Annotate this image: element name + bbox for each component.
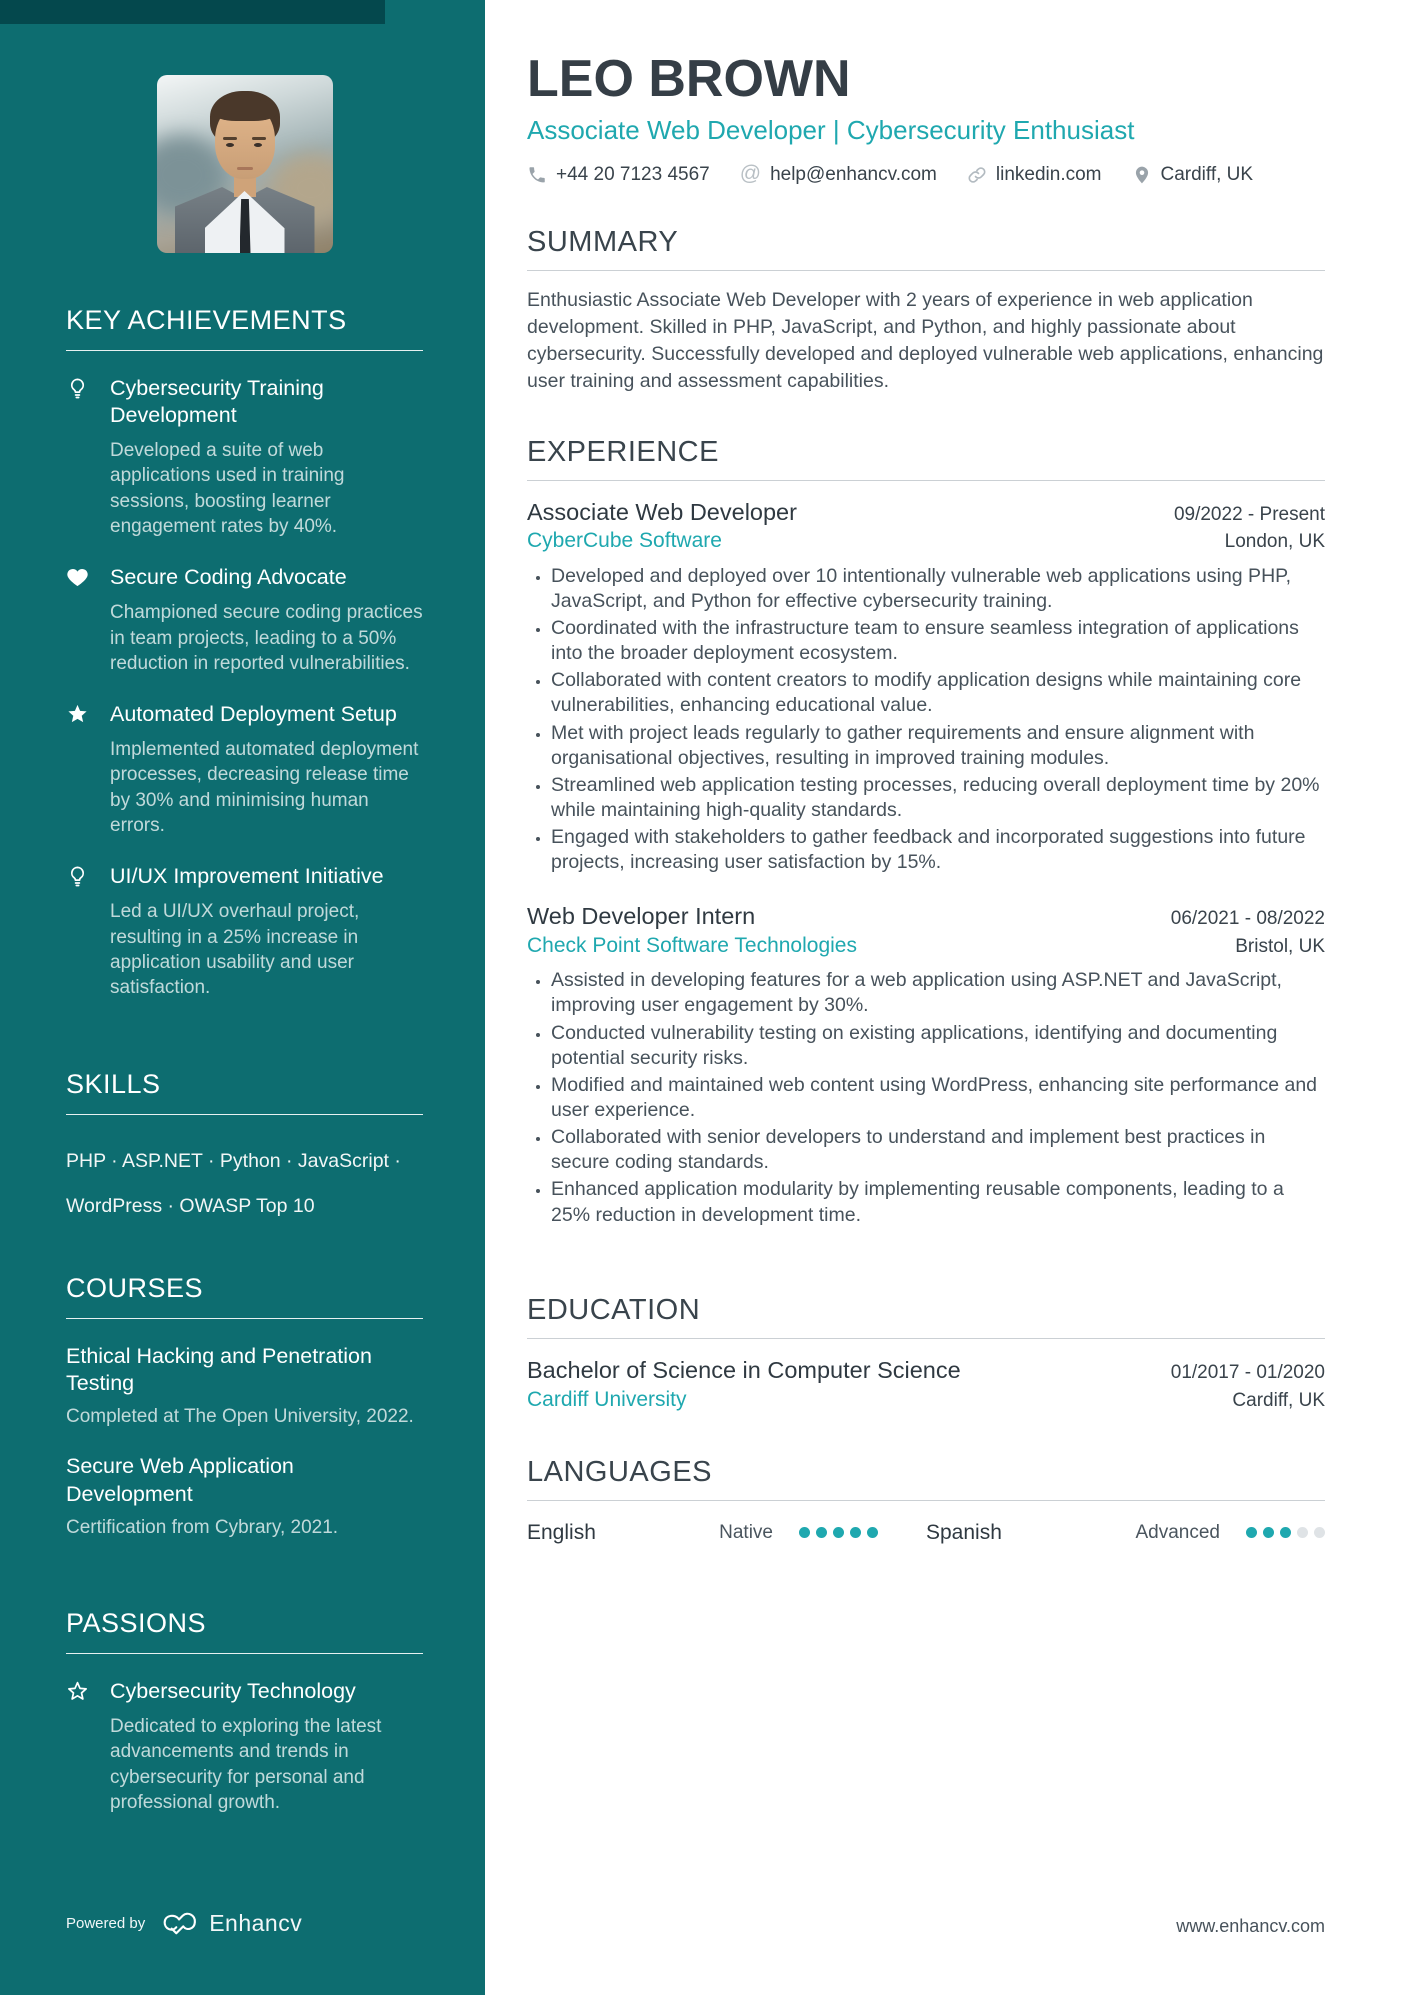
course-description: Completed at The Open University, 2022.: [66, 1406, 414, 1428]
section-title-experience: EXPERIENCE: [527, 435, 719, 468]
job-bullet: • Conducted vulnerability testing on existing applications, identifying and documenting potential security risks.: [551, 1021, 1325, 1071]
language-dots: [799, 1527, 878, 1538]
photo-person: [237, 167, 253, 170]
course-title: Ethical Hacking and Penetration Testing: [66, 1344, 372, 1396]
photo-person: [223, 137, 237, 140]
school: Cardiff University: [527, 1388, 687, 1412]
dot: [799, 1527, 810, 1538]
location-icon: [1132, 165, 1152, 185]
job-company: CyberCube Software: [527, 529, 722, 553]
achievement-description: Championed secure coding practices in team projects, leading to a 50% reduction in reported vulnerabilities.: [110, 602, 423, 674]
language-dots: [1246, 1527, 1325, 1538]
lightbulb-icon: [66, 863, 96, 1000]
star-outline-icon: [66, 1678, 96, 1815]
job-company-row: [527, 527, 1325, 555]
job-entry: [527, 901, 1325, 1227]
achievement-item: [66, 375, 423, 539]
photo-person: [254, 143, 262, 147]
person-name: LEO BROWN: [527, 50, 851, 108]
achievement-body: [110, 863, 423, 1000]
achievement-item: [66, 701, 423, 838]
job-bullet: • Coordinated with the infrastructure team to ensure seamless integration of applications into the broader deployment ecosystem.: [551, 616, 1325, 666]
link-icon: [967, 165, 987, 185]
course-item: [66, 1343, 423, 1429]
language-name: English: [527, 1520, 596, 1544]
divider: [527, 1338, 1325, 1339]
job-title-row: [527, 901, 1325, 932]
contact-email[interactable]: [739, 161, 937, 186]
contact-location: [1132, 164, 1254, 186]
main-column: [485, 0, 1410, 1995]
key-achievements-section: [66, 305, 423, 1025]
dot: [850, 1527, 861, 1538]
achievement-body: [110, 375, 423, 539]
enhancv-logo-icon: [161, 1911, 199, 1937]
passion-title: Cybersecurity Technology: [110, 1678, 356, 1703]
job-bullet: • Collaborated with senior developers to understand and implement best practices in secure coding standards.: [551, 1125, 1325, 1175]
job-bullet: • Enhanced application modularity by implementing reusable components, leading to a 25% reduction in development time.: [551, 1177, 1325, 1227]
contact-row: [527, 161, 1325, 186]
job-location: Bristol, UK: [1235, 935, 1325, 957]
job-dates: 06/2021 - 08/2022: [1170, 908, 1325, 930]
job-entry: [527, 497, 1325, 876]
contact-phone: [527, 164, 710, 186]
education-school-row: [527, 1385, 1325, 1415]
job-bullet-list: [527, 968, 1325, 1227]
resume-header: [527, 52, 1325, 186]
course-description: Certification from Cybrary, 2021.: [66, 1516, 339, 1538]
language-level: Advanced: [1135, 1521, 1220, 1543]
language-level: Native: [719, 1521, 773, 1543]
contact-linkedin[interactable]: [967, 164, 1102, 186]
achievement-item: [66, 863, 423, 1000]
dot: [1297, 1527, 1308, 1538]
divider: [527, 480, 1325, 481]
passion-item: [66, 1678, 423, 1815]
education-section: [527, 1294, 1325, 1416]
divider: [66, 1653, 423, 1654]
course-item: [66, 1453, 423, 1539]
education-dates: 01/2017 - 01/2020: [1170, 1361, 1325, 1383]
achievement-description: Led a UI/UX overhaul project, resulting in a 25% increase in application usability and user satisfaction.: [110, 901, 360, 999]
achievement-item: [66, 564, 423, 676]
section-title-skills: SKILLS: [66, 1069, 161, 1100]
job-bullet: • Met with project leads regularly to gather requirements and ensure alignment with organisational objectives, resulting in improved training modules.: [551, 721, 1325, 771]
education-location: Cardiff, UK: [1232, 1390, 1325, 1412]
job-role: Associate Web Developer: [527, 498, 797, 525]
photo-person: [213, 99, 277, 121]
phone-icon: [527, 165, 547, 185]
experience-section: [527, 436, 1325, 1254]
dot: [1280, 1527, 1291, 1538]
section-title-education: EDUCATION: [527, 1293, 701, 1326]
enhancv-brand: Enhancv: [209, 1910, 303, 1936]
skills-section: [66, 1069, 423, 1229]
photo-tie: [240, 199, 251, 253]
summary-text: Enthusiastic Associate Web Developer with 2 years of experience in web application development. Skilled in PHP, JavaScript, and Python, and highly passionate about cybersecurity. Successfully developed and deployed vulnerable web applications, enhancing user training and assessment capabilities.: [527, 288, 1324, 393]
divider: [66, 1114, 423, 1115]
sidebar-footer: [66, 1910, 423, 1937]
dot: [867, 1527, 878, 1538]
course-title: Secure Web Application Development: [66, 1454, 294, 1506]
contact-location-text: Cardiff, UK: [1160, 163, 1254, 185]
dot: [816, 1527, 827, 1538]
section-title-passions: PASSIONS: [66, 1607, 207, 1638]
heart-icon: [66, 564, 96, 676]
job-bullet-list: [527, 564, 1325, 876]
achievement-title: Cybersecurity Training Development: [110, 376, 324, 428]
passion-description: Dedicated to exploring the latest advancements and trends in cybersecurity for personal and professional growth.: [110, 1715, 382, 1813]
job-bullet: • Engaged with stakeholders to gather feedback and incorporated suggestions into future projects, increasing user satisfaction by 15%.: [551, 825, 1325, 875]
contact-linkedin-text: linkedin.com: [995, 163, 1102, 185]
job-company: Check Point Software Technologies: [527, 933, 857, 957]
summary-section: [527, 226, 1325, 396]
job-bullet: • Streamlined web application testing processes, reducing overall deployment time by 20% while maintaining high-quality standards.: [551, 773, 1325, 823]
language-name: Spanish: [926, 1520, 1002, 1544]
powered-by-label: Powered by: [66, 1915, 146, 1932]
dot: [833, 1527, 844, 1538]
job-location: London, UK: [1224, 531, 1325, 553]
contact-email-text: help@enhancv.com: [770, 163, 937, 185]
job-bullet: • Collaborated with content creators to modify application designs while maintaining core vulnerabilities, enhancing educational value.: [551, 668, 1325, 718]
photo-person: [252, 137, 266, 140]
degree: Bachelor of Science in Computer Science: [527, 1356, 961, 1383]
achievement-description: Developed a suite of web applications used in training sessions, boosting learner engagement rates by 40%.: [110, 440, 345, 537]
dot: [1246, 1527, 1257, 1538]
photo-person: [226, 143, 234, 147]
achievement-body: [110, 564, 423, 676]
top-accent-bar: [0, 0, 385, 24]
section-title-courses: COURSES: [66, 1273, 204, 1304]
achievement-body: [110, 701, 423, 838]
languages-section: [527, 1456, 1325, 1545]
passions-section: [66, 1608, 423, 1840]
dot: [1263, 1527, 1274, 1538]
person-title: Associate Web Developer | Cybersecurity Enthusiast: [527, 114, 1135, 145]
sidebar: [0, 0, 485, 1995]
section-title-summary: SUMMARY: [527, 225, 679, 258]
job-bullet: • Developed and deployed over 10 intentionally vulnerable web applications using PHP, JavaScript, and Python for effective cybersecurity training.: [551, 564, 1325, 614]
divider: [66, 1318, 423, 1319]
divider: [527, 270, 1325, 271]
star-icon: [66, 701, 96, 838]
job-dates: 09/2022 - Present: [1173, 503, 1325, 525]
achievement-title: UI/UX Improvement Initiative: [110, 864, 384, 889]
education-degree-row: [527, 1355, 1325, 1386]
achievement-description: Implemented automated deployment processes, decreasing release time by 30% and minimising human errors.: [110, 739, 419, 836]
profile-photo: [157, 75, 333, 253]
dot: [1314, 1527, 1325, 1538]
section-title-key-achievements: KEY ACHIEVEMENTS: [66, 305, 347, 335]
job-title-row: [527, 497, 1325, 528]
lightbulb-icon: [66, 375, 96, 539]
job-bullet: • Assisted in developing features for a web application using ASP.NET and JavaScript, improving user engagement by 30%.: [551, 968, 1325, 1018]
at-icon: @: [739, 161, 762, 185]
job-bullet: • Modified and maintained web content using WordPress, enhancing site performance and user experience.: [551, 1073, 1325, 1123]
contact-phone-text: +44 20 7123 4567: [556, 163, 710, 185]
achievement-title: Automated Deployment Setup: [110, 702, 397, 727]
divider: [527, 1500, 1325, 1501]
language-item: [527, 1521, 926, 1545]
courses-section: [66, 1273, 423, 1564]
page-footer-website: www.enhancv.com: [1176, 1916, 1325, 1936]
divider: [66, 350, 423, 351]
job-role: Web Developer Intern: [527, 903, 756, 930]
job-company-row: [527, 932, 1325, 960]
language-row: [527, 1517, 1325, 1545]
section-title-languages: LANGUAGES: [527, 1455, 712, 1488]
skills-text: PHP · ASP.NET · Python · JavaScript · WordPress · OWASP Top 10: [66, 1150, 401, 1218]
language-item: [926, 1521, 1325, 1545]
achievement-title: Secure Coding Advocate: [110, 565, 347, 590]
passion-body: [110, 1678, 423, 1815]
